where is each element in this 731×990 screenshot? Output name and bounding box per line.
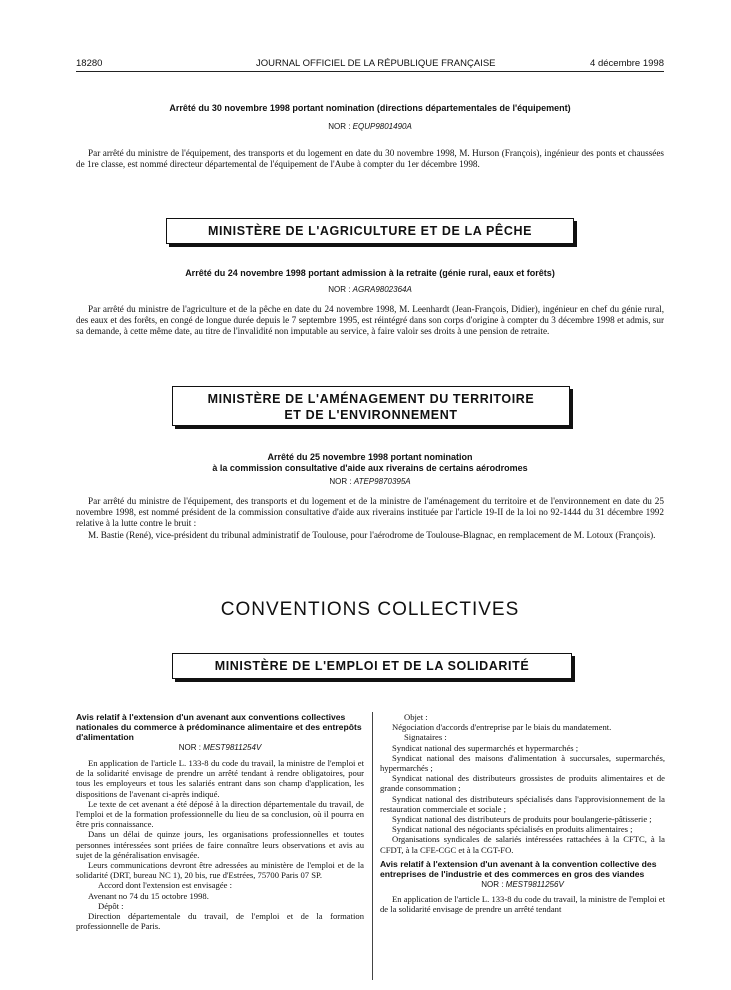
paragraph: Le texte de cet avenant a été déposé à la direction départementale du travail, de l'emploi et de la formation professionnelle du lieu de sa conclusion, où il pourra en être pris connaissance. (76, 798, 364, 830)
nor-code: MEST9811256V (505, 879, 564, 889)
nor-line (76, 743, 364, 752)
paragraph: Leurs communications devront être adressées au ministère de l'emploi et de la solidarité (DRT, bureau NC 1), 20 bis, rue d'Estrées, 75700 Paris 07 SP. (76, 860, 364, 881)
nor-line (76, 285, 664, 294)
paragraph: En application de l'article L. 133-8 du code du travail, la ministre de l'emploi et de la solidarité envisage de prendre un arrêté tendant (380, 893, 665, 915)
paragraph: Accord dont l'extension est envisagée : (98, 880, 232, 891)
right-column (380, 712, 665, 914)
paragraph: Syndicat national des distributeurs grossistes de produits alimentaires et de grande consommation ; (380, 773, 665, 794)
arrete-text: Par arrêté du ministre de l'équipement, des transports et du logement en date du 30 novembre 1998, M. Hurson (François), ingénieur des ponts et chaussées de 1re classe, est nommé directeur départemental de l'équipement de l'Aube à compter du 1er décembre 1998. (76, 148, 664, 169)
nor-code: ATEP9870395A (353, 477, 411, 486)
column-divider (372, 712, 373, 980)
ministry-heading-emploi: MINISTÈRE DE L'EMPLOI ET DE LA SOLIDARITÉ (172, 653, 572, 679)
paragraph: Syndicat national des distributeurs de produits pour boulangerie-pâtisserie ; (392, 814, 652, 825)
avis-title: Avis relatif à l'extension d'un avenant à la convention collective des entreprises de l'industrie et des commerces en gros des viandes (380, 858, 657, 879)
arrete-title: à la commission consultative d'aide aux riverains de certains aérodromes (212, 463, 528, 473)
nor-label: NOR : (481, 879, 504, 889)
nor-line (380, 880, 665, 889)
paragraph: Syndicat national des négociants spécialisés en produits alimentaires ; (392, 824, 633, 835)
paragraph: Syndicat national des distributeurs spécialisés dans l'approvisionnement de la restauration commerciale et sociale ; (380, 793, 665, 814)
header-rule (76, 71, 664, 72)
nor-label: NOR : (328, 122, 351, 131)
arrete-title: Arrêté du 30 novembre 1998 portant nomination (directions départementales de l'équipement) (169, 103, 571, 113)
paragraph: Organisations syndicales de salariés intéressées rattachées à la CFTC, à la CFDT, à la CFE-CGC et à la CGT-FO. (380, 834, 665, 855)
paragraph: Dépôt : (98, 900, 124, 911)
paragraph: Avenant no 74 du 15 octobre 1998. (88, 890, 209, 901)
ministry-heading-line: MINISTÈRE DE L'AMÉNAGEMENT DU TERRITOIRE (207, 392, 535, 406)
arrete-title: Arrêté du 24 novembre 1998 portant admission à la retraite (génie rural, eaux et forêts) (185, 268, 555, 278)
paragraph: Négociation d'accords d'entreprise par le biais du mandatement. (392, 722, 612, 733)
ministry-heading-agriculture: MINISTÈRE DE L'AGRICULTURE ET DE LA PÊCHE (166, 218, 574, 244)
arrete-text: Par arrêté du ministre de l'équipement, des transports et du logement et de la ministre de l'aménagement du territoire et de l'environnement en date du 25 novembre 1998, est nommé président de la commission consultative d'aide aux riverains instituée par l'article 19-II de la loi no 92-1444 du 31 décembre 1992 relative à la lutte contre le bruit : (76, 496, 664, 528)
nor-label: NOR : (178, 743, 201, 752)
paragraph: En application de l'article L. 133-8 du code du travail, la ministre de l'emploi et de la solidarité envisage de prendre un arrêté tendant à rendre obligatoires, pour tous les employeurs et tous les salariés entrant dans son champ d'application, les dispositions de l'avenant ci-après indiqué. (76, 758, 364, 799)
arrete-title: Arrêté du 25 novembre 1998 portant nomination (267, 452, 473, 462)
paragraph: Signataires : (404, 732, 447, 743)
page-number: 18280 (76, 58, 103, 69)
paragraph: Direction départementale du travail, de l'emploi et de la formation professionnelle de Paris. (76, 911, 364, 932)
nor-line (76, 122, 664, 131)
issue-date: 4 décembre 1998 (590, 58, 664, 69)
left-column (76, 712, 364, 931)
arrete-text: M. Bastie (René), vice-président du tribunal administratif de Toulouse, pour l'aérodrome de Toulouse-Blagnac, en remplacement de M. Lotoux (François). (88, 530, 656, 540)
nor-code: AGRA9802364A (352, 285, 412, 294)
paragraph: Dans un délai de quinze jours, les organisations professionnelles et toutes personnes intéressées sont priées de faire connaître leurs observations et avis au sujet de la généralisation envisagée. (76, 829, 364, 860)
nor-label: NOR : (328, 285, 351, 294)
ministry-heading-line: ET DE L'ENVIRONNEMENT (284, 408, 458, 422)
arrete-text: Par arrêté du ministre de l'agriculture et de la pêche en date du 24 novembre 1998, M. Leenhardt (Jean-François, Didier), ingénieur en chef du génie rural, des eaux et des forêts, en congé de longue durée depuis le 7 septembre 1995, est réintégré dans son corps d'origine à compter du 3 décembre 1998 et admis, sur sa demande, à cette même date, au titre de l'invalidité non imputable au service, à faire valoir ses droits à une pension de retraite. (76, 304, 664, 336)
nor-code: EQUP9801490A (352, 122, 412, 131)
section-title: CONVENTIONS COLLECTIVES (220, 599, 520, 620)
nor-code: MEST9811254V (203, 743, 262, 752)
paragraph: Syndicat national des supermarchés et hypermarchés ; (392, 742, 579, 753)
avis-title: Avis relatif à l'extension d'un avenant aux conventions collectives nationales du commerce à prédominance alimentaire et des entrepôts d'alimentation (76, 712, 362, 742)
paragraph: Objet : (404, 712, 428, 722)
ministry-heading-amenagement (172, 386, 570, 426)
nor-line (76, 477, 664, 486)
nor-label: NOR : (329, 477, 352, 486)
journal-title: JOURNAL OFFICIEL DE LA RÉPUBLIQUE FRANÇAISE (256, 58, 496, 69)
paragraph: Syndicat national des maisons d'alimentation à succursales, supermarchés, hypermarchés ; (380, 752, 665, 774)
